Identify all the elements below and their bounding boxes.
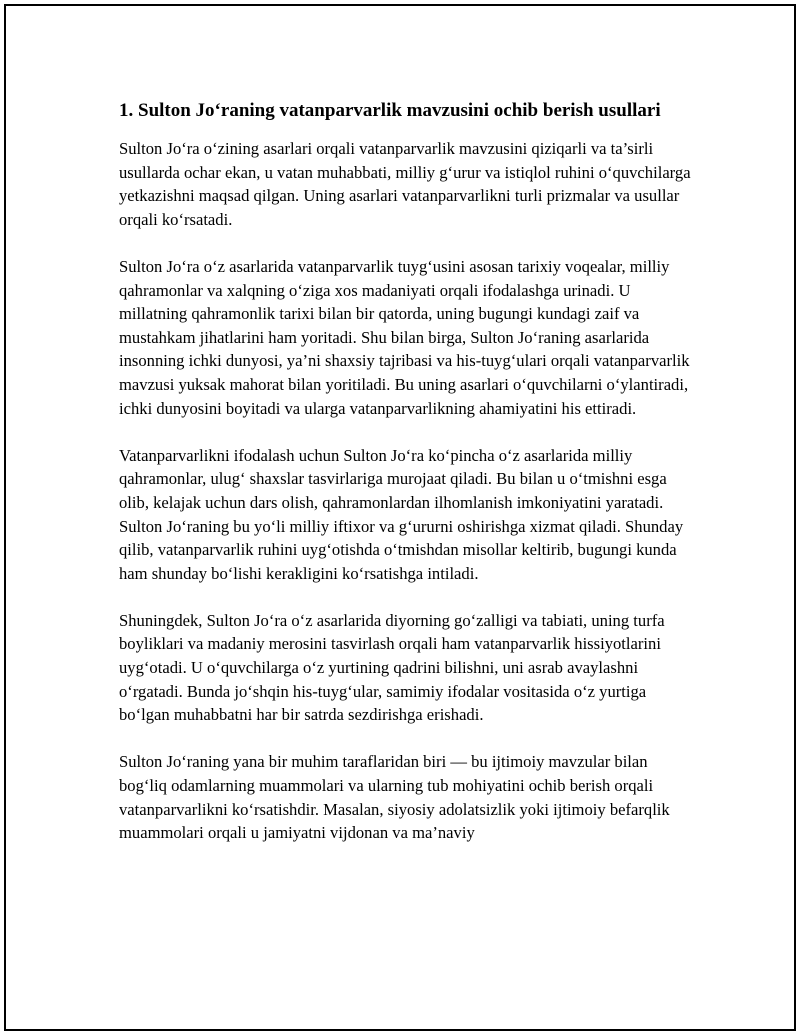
document-content [119, 98, 693, 868]
paragraph-5: Sulton Jo‘raning yana bir muhim taraflaridan biri — bu ijtimoiy mavzular bilan bog‘liq odamlarning muammolari va ularning tub mohiyatini ochib berish orqali vatanparvarlikni ko‘rsatishdir. Masalan, siyosiy adolatsizlik yoki ijtimoiy befarqlik muammolari orqali u jamiyatni vijdonan va ma’naviy [119, 752, 670, 843]
paragraph-2: Sulton Jo‘ra o‘z asarlarida vatanparvarlik tuyg‘usini asosan tarixiy voqealar, milliy qahramonlar va xalqning o‘ziga xos madaniyati orqali ifodalashga urinadi. U millatning qahramonlik tarixi bilan bir qatorda, uning bugungi kundagi zaif va mustahkam jihatlarini ham yoritadi. Shu bilan birga, Sulton Jo‘raning asarlarida insonning ichki dunyosi, ya’ni shaxsiy tajribasi va his-tuyg‘ulari orqali vatanparvarlik mavzusi yuksak mahorat bilan yoritiladi. Bu uning asarlari o‘quvchilarni o‘ylantiradi, ichki dunyosini boyitadi va ularga vatanparvarlikning ahamiyatini his ettiradi. [119, 256, 690, 418]
section-heading: 1. Sulton Jo‘raning vatanparvarlik mavzusini ochib berish usullari [119, 100, 661, 121]
paragraph-3: Vatanparvarlikni ifodalash uchun Sulton Jo‘ra ko‘pincha o‘z asarlarida milliy qahramonlar, ulug‘ shaxslar tasvirlariga murojaat qiladi. Bu bilan u o‘tmishni esga olib, kelajak uchun dars olish, qahramonlardan ilhomlanish imkoniyatini yaratadi. Sulton Jo‘raning bu yo‘li milliy iftixor va g‘ururni oshirishga xizmat qiladi. Shunday qilib, vatanparvarlik ruhini uyg‘otishda o‘tmishdan misollar keltirib, bugungi kunda ham shunday bo‘lishi kerakligini ko‘rsatishga intiladi. [119, 445, 684, 583]
paragraph-1: Sulton Jo‘ra o‘zining asarlari orqali vatanparvarlik mavzusini qiziqarli va ta’sirli usullarda ochar ekan, u vatan muhabbati, milliy g‘urur va istiqlol ruhini o‘quvchilarga yetkazishni maqsad qilgan. Uning asarlari vatanparvarlikni turli prizmalar va usullar orqali ko‘rsatadi. [119, 139, 691, 229]
paragraph-4: Shuningdek, Sulton Jo‘ra o‘z asarlarida diyorning go‘zalligi va tabiati, uning turfa boyliklari va madaniy merosini tasvirlash orqali ham vatanparvarlik hissiyotlarini uyg‘otadi. U o‘quvchilarga o‘z yurtining qadrini bilishni, uni asrab avaylashni o‘rgatadi. Bunda jo‘shqin his-tuyg‘ular, samimiy ifodalar vositasida o‘z yurtiga bo‘lgan muhabbatni har bir satrda sezdirishga erishadi. [119, 610, 665, 725]
document-page [4, 4, 796, 1031]
